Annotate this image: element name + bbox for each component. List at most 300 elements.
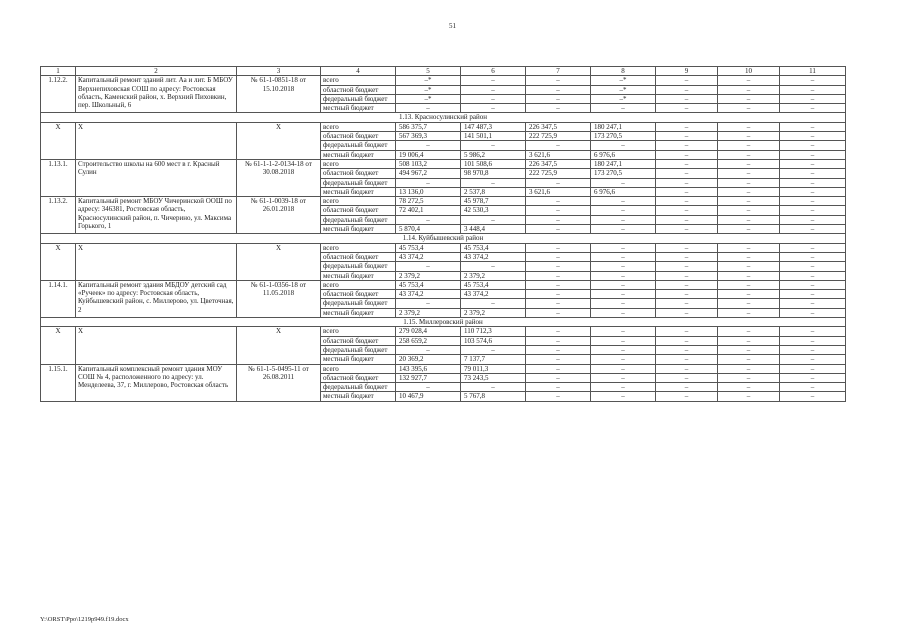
value-cell: – — [526, 355, 591, 364]
item-description: X — [76, 327, 237, 364]
value-cell: – — [718, 364, 780, 373]
funding-source: федеральный бюджет — [321, 215, 396, 224]
table-row — [41, 197, 846, 206]
value-cell: – — [396, 104, 461, 113]
value-cell: – — [656, 141, 718, 150]
value-cell: 20 369,2 — [396, 355, 461, 364]
value-cell: – — [718, 141, 780, 150]
item-document: № 61-1-5-0495-11 от 26.08.2011 — [237, 364, 321, 401]
section-title: 1.13. Красносулинский район — [41, 113, 846, 122]
funding-source: федеральный бюджет — [321, 345, 396, 354]
value-cell: 13 136,0 — [396, 187, 461, 196]
value-cell: – — [780, 262, 846, 271]
value-cell: – — [461, 262, 526, 271]
item-number: X — [41, 122, 76, 159]
value-cell: 173 270,5 — [591, 169, 656, 178]
value-cell: – — [526, 364, 591, 373]
value-cell: 180 247,1 — [591, 159, 656, 168]
value-cell: – — [396, 141, 461, 150]
value-cell: – — [718, 122, 780, 131]
column-number: 10 — [718, 67, 780, 76]
value-cell: 103 574,6 — [461, 336, 526, 345]
value-cell: – — [461, 178, 526, 187]
value-cell: – — [718, 336, 780, 345]
value-cell: – — [656, 383, 718, 392]
value-cell: – — [718, 280, 780, 289]
value-cell: – — [591, 299, 656, 308]
column-number: 4 — [321, 67, 396, 76]
section-row — [41, 318, 846, 327]
column-number: 2 — [76, 67, 237, 76]
value-cell: – — [656, 280, 718, 289]
value-cell: 2 537,8 — [461, 187, 526, 196]
value-cell: – — [656, 345, 718, 354]
value-cell: – — [656, 392, 718, 401]
value-cell: 101 508,6 — [461, 159, 526, 168]
section-title: 1.15. Миллеровский район — [41, 318, 846, 327]
page-number: 51 — [449, 22, 456, 30]
value-cell: – — [526, 243, 591, 252]
item-document: X — [237, 122, 321, 159]
item-document: № 61-1-0851-18 от 15.10.2018 — [237, 76, 321, 113]
value-cell: – — [780, 187, 846, 196]
value-cell: – — [656, 178, 718, 187]
value-cell: – — [780, 373, 846, 382]
value-cell: – — [396, 383, 461, 392]
funding-source: местный бюджет — [321, 271, 396, 280]
value-cell: 173 270,5 — [591, 132, 656, 141]
value-cell: –* — [591, 85, 656, 94]
value-cell: – — [656, 169, 718, 178]
value-cell: – — [461, 383, 526, 392]
funding-source: федеральный бюджет — [321, 383, 396, 392]
funding-source: всего — [321, 122, 396, 131]
value-cell: 5 870,4 — [396, 225, 461, 234]
value-cell: – — [526, 206, 591, 215]
section-title: 1.14. Куйбышевский район — [41, 234, 846, 243]
value-cell: – — [656, 76, 718, 85]
value-cell: – — [718, 76, 780, 85]
value-cell: – — [591, 262, 656, 271]
value-cell: – — [780, 76, 846, 85]
value-cell: – — [461, 85, 526, 94]
value-cell: – — [396, 299, 461, 308]
funding-source: областной бюджет — [321, 290, 396, 299]
funding-source: местный бюджет — [321, 104, 396, 113]
table-row — [41, 159, 846, 168]
funding-source: местный бюджет — [321, 308, 396, 317]
value-cell: 42 530,3 — [461, 206, 526, 215]
value-cell: – — [780, 355, 846, 364]
item-document: X — [237, 243, 321, 280]
value-cell: – — [780, 122, 846, 131]
value-cell: – — [526, 271, 591, 280]
value-cell: – — [780, 392, 846, 401]
item-description: Капитальный ремонт МБОУ Чичеринской ООШ по адресу: 346381, Ростовская область, Красносулинский район, п. Чичерино, ул. Максима Горького, 1 — [76, 197, 237, 234]
value-cell: – — [526, 197, 591, 206]
value-cell: – — [591, 290, 656, 299]
item-description: X — [76, 243, 237, 280]
value-cell: 2 379,2 — [461, 308, 526, 317]
value-cell: – — [780, 327, 846, 336]
value-cell: – — [526, 392, 591, 401]
value-cell: – — [591, 327, 656, 336]
value-cell: 45 753,4 — [461, 243, 526, 252]
item-document: № 61-1-1-2-0134-18 от 30.08.2018 — [237, 159, 321, 196]
value-cell: – — [526, 85, 591, 94]
table-row — [41, 76, 846, 85]
value-cell: – — [526, 383, 591, 392]
value-cell: – — [656, 85, 718, 94]
value-cell: – — [461, 215, 526, 224]
value-cell: 226 347,5 — [526, 159, 591, 168]
funding-source: областной бюджет — [321, 373, 396, 382]
item-description: X — [76, 122, 237, 159]
column-number: 8 — [591, 67, 656, 76]
value-cell: 110 712,3 — [461, 327, 526, 336]
column-number: 6 — [461, 67, 526, 76]
value-cell: 3 621,6 — [526, 150, 591, 159]
value-cell: – — [656, 150, 718, 159]
value-cell: – — [718, 271, 780, 280]
value-cell: – — [461, 104, 526, 113]
column-number: 1 — [41, 67, 76, 76]
value-cell: – — [780, 132, 846, 141]
value-cell: 180 247,1 — [591, 122, 656, 131]
value-cell: – — [780, 271, 846, 280]
value-cell: – — [591, 243, 656, 252]
item-number: 1.14.1. — [41, 280, 76, 317]
value-cell: – — [718, 252, 780, 261]
value-cell: 43 374,2 — [461, 252, 526, 261]
value-cell: – — [718, 262, 780, 271]
value-cell: 2 379,2 — [396, 308, 461, 317]
value-cell: – — [591, 280, 656, 289]
value-cell: 222 725,9 — [526, 169, 591, 178]
value-cell: 6 976,6 — [591, 187, 656, 196]
value-cell: 2 379,2 — [461, 271, 526, 280]
value-cell: – — [780, 215, 846, 224]
funding-source: местный бюджет — [321, 150, 396, 159]
value-cell: – — [718, 308, 780, 317]
value-cell: – — [526, 290, 591, 299]
value-cell: – — [526, 94, 591, 103]
value-cell: – — [656, 262, 718, 271]
value-cell: – — [780, 308, 846, 317]
value-cell: 79 011,3 — [461, 364, 526, 373]
value-cell: – — [591, 225, 656, 234]
value-cell: – — [780, 225, 846, 234]
item-document: № 61-1-0039-18 от 26.01.2018 — [237, 197, 321, 234]
value-cell: – — [656, 373, 718, 382]
value-cell: – — [718, 206, 780, 215]
value-cell: 45 753,4 — [396, 243, 461, 252]
value-cell: – — [780, 178, 846, 187]
funding-source: федеральный бюджет — [321, 94, 396, 103]
funding-source: всего — [321, 159, 396, 168]
funding-source: местный бюджет — [321, 355, 396, 364]
item-description: Капитальный комплексный ремонт здания МОУ СОШ № 4, расположенного по адресу: ул. Менделеева, 37, г. Миллерово, Ростовская область — [76, 364, 237, 401]
table-row — [41, 243, 846, 252]
value-cell: – — [718, 85, 780, 94]
value-cell: – — [780, 345, 846, 354]
value-cell: – — [591, 345, 656, 354]
value-cell: – — [780, 169, 846, 178]
value-cell: 5 767,8 — [461, 392, 526, 401]
value-cell: 567 369,3 — [396, 132, 461, 141]
value-cell: – — [780, 290, 846, 299]
value-cell: 78 272,5 — [396, 197, 461, 206]
value-cell: – — [591, 336, 656, 345]
value-cell: – — [718, 94, 780, 103]
value-cell: – — [591, 364, 656, 373]
value-cell: – — [461, 76, 526, 85]
value-cell: – — [780, 243, 846, 252]
value-cell: – — [780, 197, 846, 206]
funding-source: всего — [321, 76, 396, 85]
value-cell: 6 976,6 — [591, 150, 656, 159]
item-document: X — [237, 327, 321, 364]
value-cell: 3 448,4 — [461, 225, 526, 234]
value-cell: 3 621,6 — [526, 187, 591, 196]
value-cell: – — [718, 299, 780, 308]
funding-source: всего — [321, 280, 396, 289]
value-cell: – — [526, 225, 591, 234]
item-number: 1.15.1. — [41, 364, 76, 401]
value-cell: – — [656, 225, 718, 234]
value-cell: – — [780, 280, 846, 289]
item-number: X — [41, 327, 76, 364]
value-cell: – — [526, 215, 591, 224]
value-cell: 45 753,4 — [461, 280, 526, 289]
value-cell: 508 103,2 — [396, 159, 461, 168]
funding-source: всего — [321, 243, 396, 252]
item-number: 1.12.2. — [41, 76, 76, 113]
value-cell: 2 379,2 — [396, 271, 461, 280]
value-cell: – — [591, 215, 656, 224]
value-cell: – — [718, 243, 780, 252]
value-cell: – — [656, 215, 718, 224]
value-cell: – — [780, 159, 846, 168]
column-number: 9 — [656, 67, 718, 76]
value-cell: – — [718, 327, 780, 336]
value-cell: – — [780, 94, 846, 103]
column-number: 5 — [396, 67, 461, 76]
value-cell: 258 659,2 — [396, 336, 461, 345]
value-cell: 141 501,1 — [461, 132, 526, 141]
value-cell: – — [718, 392, 780, 401]
value-cell: 494 967,2 — [396, 169, 461, 178]
value-cell: – — [656, 132, 718, 141]
table-row — [41, 122, 846, 131]
value-cell: – — [461, 345, 526, 354]
section-row — [41, 113, 846, 122]
funding-source: областной бюджет — [321, 132, 396, 141]
value-cell: – — [591, 392, 656, 401]
item-number: 1.13.2. — [41, 197, 76, 234]
value-cell: – — [780, 252, 846, 261]
item-document: № 61-1-0356-18 от 11.05.2018 — [237, 280, 321, 317]
value-cell: – — [718, 169, 780, 178]
value-cell: 5 986,2 — [461, 150, 526, 159]
value-cell: 45 753,4 — [396, 280, 461, 289]
funding-source: областной бюджет — [321, 336, 396, 345]
value-cell: – — [780, 383, 846, 392]
funding-source: местный бюджет — [321, 225, 396, 234]
value-cell: – — [718, 290, 780, 299]
value-cell: 73 243,5 — [461, 373, 526, 382]
value-cell: – — [718, 383, 780, 392]
value-cell: – — [656, 299, 718, 308]
value-cell: – — [591, 308, 656, 317]
funding-source: федеральный бюджет — [321, 141, 396, 150]
value-cell: – — [591, 271, 656, 280]
column-number: 3 — [237, 67, 321, 76]
value-cell: – — [526, 262, 591, 271]
column-number: 11 — [780, 67, 846, 76]
value-cell: – — [526, 327, 591, 336]
value-cell: 19 006,4 — [396, 150, 461, 159]
funding-source: федеральный бюджет — [321, 178, 396, 187]
value-cell: – — [526, 178, 591, 187]
value-cell: 143 395,6 — [396, 364, 461, 373]
value-cell: – — [461, 299, 526, 308]
value-cell: – — [718, 197, 780, 206]
value-cell: – — [718, 159, 780, 168]
value-cell: 98 970,8 — [461, 169, 526, 178]
funding-source: местный бюджет — [321, 187, 396, 196]
funding-source: местный бюджет — [321, 392, 396, 401]
value-cell: – — [396, 215, 461, 224]
value-cell: – — [718, 373, 780, 382]
value-cell: 43 374,2 — [461, 290, 526, 299]
value-cell: 43 374,2 — [396, 252, 461, 261]
value-cell: – — [526, 373, 591, 382]
value-cell: – — [780, 85, 846, 94]
value-cell: 43 374,2 — [396, 290, 461, 299]
value-cell: 279 028,4 — [396, 327, 461, 336]
budget-table — [40, 66, 846, 402]
table-row — [41, 364, 846, 373]
footer-file-path: Y:\ORST\Ppo\1219p949.f19.docx — [40, 616, 129, 623]
value-cell: – — [526, 299, 591, 308]
funding-source: областной бюджет — [321, 252, 396, 261]
value-cell: –* — [396, 85, 461, 94]
value-cell: 72 402,1 — [396, 206, 461, 215]
value-cell: – — [656, 336, 718, 345]
value-cell: – — [780, 336, 846, 345]
value-cell: – — [656, 252, 718, 261]
value-cell: – — [591, 383, 656, 392]
value-cell: 45 978,7 — [461, 197, 526, 206]
value-cell: – — [656, 197, 718, 206]
value-cell: – — [461, 141, 526, 150]
value-cell: 10 467,9 — [396, 392, 461, 401]
value-cell: – — [656, 290, 718, 299]
value-cell: – — [526, 280, 591, 289]
value-cell: – — [656, 159, 718, 168]
value-cell: – — [591, 206, 656, 215]
funding-source: федеральный бюджет — [321, 262, 396, 271]
value-cell: – — [780, 206, 846, 215]
value-cell: – — [526, 336, 591, 345]
value-cell: 226 347,5 — [526, 122, 591, 131]
item-description: Капитальный ремонт зданий лит. Аа и лит. Б МБОУ Верхнепиховская СОШ по адресу: Ростовская область, Каменский район, х. Верхний Пиховкин, пер. Школьный, 6 — [76, 76, 237, 113]
value-cell: – — [591, 178, 656, 187]
funding-source: всего — [321, 197, 396, 206]
funding-source: всего — [321, 327, 396, 336]
value-cell: – — [656, 308, 718, 317]
value-cell: – — [656, 355, 718, 364]
value-cell: – — [718, 225, 780, 234]
value-cell: – — [396, 345, 461, 354]
item-description: Капитальный ремонт здания МБДОУ детский сад «Ручеек» по адресу: Ростовская область, Куйбышевский район, с. Миллерово, ул. Цветочная, 2 — [76, 280, 237, 317]
value-cell: 586 375,7 — [396, 122, 461, 131]
value-cell: – — [718, 150, 780, 159]
value-cell: –* — [591, 94, 656, 103]
value-cell: – — [718, 132, 780, 141]
value-cell: – — [780, 299, 846, 308]
value-cell: – — [656, 206, 718, 215]
item-description: Строительство школы на 600 мест в г. Красный Сулин — [76, 159, 237, 196]
value-cell: – — [780, 150, 846, 159]
value-cell: – — [718, 355, 780, 364]
value-cell: –* — [396, 76, 461, 85]
funding-source: областной бюджет — [321, 169, 396, 178]
value-cell: – — [526, 76, 591, 85]
table-row — [41, 280, 846, 289]
section-row — [41, 234, 846, 243]
table-row — [41, 327, 846, 336]
value-cell: – — [591, 141, 656, 150]
value-cell: –* — [591, 76, 656, 85]
value-cell: – — [591, 252, 656, 261]
value-cell: – — [591, 355, 656, 364]
value-cell: –* — [396, 94, 461, 103]
funding-source: всего — [321, 364, 396, 373]
value-cell: – — [656, 364, 718, 373]
value-cell: – — [656, 327, 718, 336]
value-cell: – — [718, 215, 780, 224]
value-cell: – — [526, 141, 591, 150]
value-cell: – — [718, 104, 780, 113]
value-cell: 7 137,7 — [461, 355, 526, 364]
column-number-row — [41, 67, 846, 76]
value-cell: – — [780, 104, 846, 113]
value-cell: – — [591, 104, 656, 113]
funding-source: федеральный бюджет — [321, 299, 396, 308]
value-cell: – — [656, 243, 718, 252]
value-cell: – — [656, 187, 718, 196]
value-cell: – — [591, 373, 656, 382]
value-cell: – — [461, 94, 526, 103]
value-cell: – — [396, 262, 461, 271]
value-cell: – — [656, 104, 718, 113]
value-cell: 132 927,7 — [396, 373, 461, 382]
value-cell: – — [718, 178, 780, 187]
value-cell: – — [656, 122, 718, 131]
value-cell: – — [718, 187, 780, 196]
value-cell: 222 725,9 — [526, 132, 591, 141]
item-number: X — [41, 243, 76, 280]
value-cell: – — [656, 94, 718, 103]
funding-source: областной бюджет — [321, 206, 396, 215]
value-cell: – — [526, 104, 591, 113]
funding-source: областной бюджет — [321, 85, 396, 94]
value-cell: – — [780, 141, 846, 150]
value-cell: – — [396, 178, 461, 187]
value-cell: – — [780, 364, 846, 373]
